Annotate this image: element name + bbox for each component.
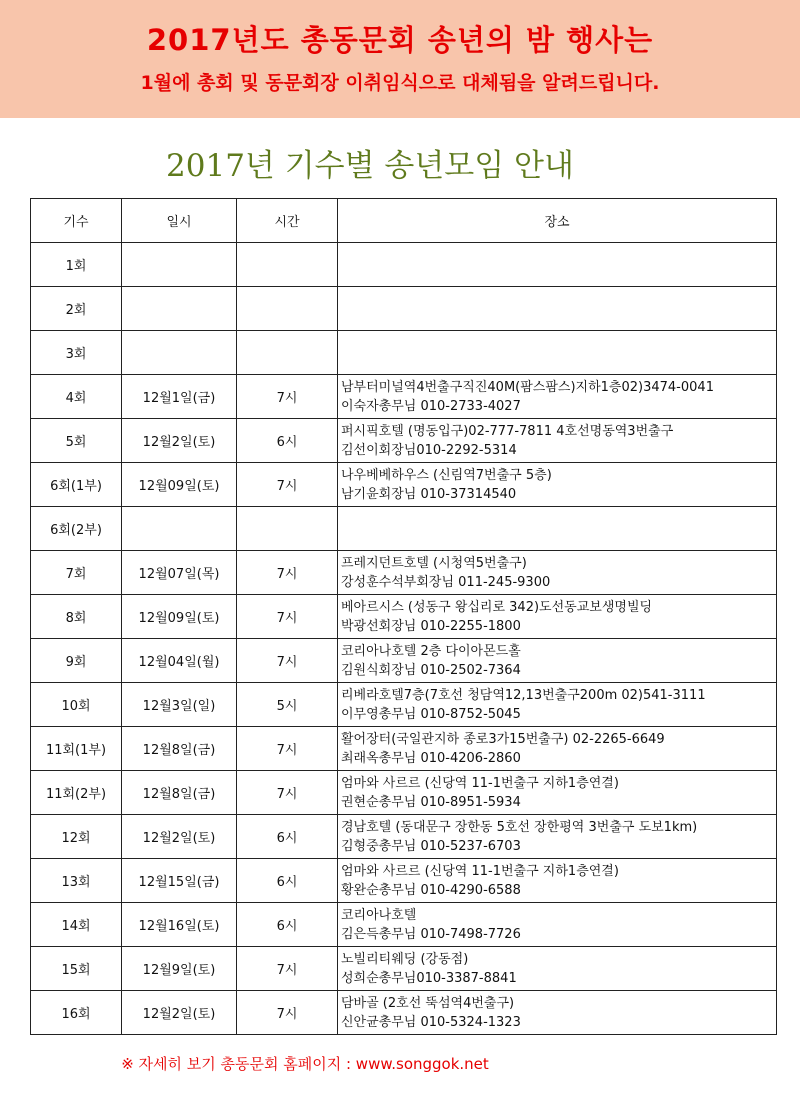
place-location: 엄마와 사르르 (신당역 11-1번출구 지하1층연결) bbox=[341, 863, 619, 879]
table-row bbox=[31, 463, 777, 507]
gisu-cell: 10회 bbox=[31, 683, 122, 727]
place-location: 나우베베하우스 (신림역7번출구 5층) bbox=[341, 467, 552, 483]
gisu-cell: 11회(2부) bbox=[31, 771, 122, 815]
place-contact: 성희순총무님010-3387-8841 bbox=[341, 970, 517, 986]
date-cell: 12월09일(토) bbox=[122, 463, 237, 507]
table-row bbox=[31, 683, 777, 727]
place-contact: 이무영총무님 010-8752-5045 bbox=[341, 706, 521, 722]
time-cell: 6시 bbox=[237, 859, 338, 903]
table-row bbox=[31, 727, 777, 771]
place-cell bbox=[338, 771, 777, 815]
place-cell bbox=[338, 331, 777, 375]
gisu-cell: 16회 bbox=[31, 991, 122, 1035]
table-row bbox=[31, 595, 777, 639]
place-cell bbox=[338, 595, 777, 639]
place-cell bbox=[338, 683, 777, 727]
time-cell: 7시 bbox=[237, 947, 338, 991]
place-cell bbox=[338, 463, 777, 507]
table-row bbox=[31, 243, 777, 287]
gisu-cell: 1회 bbox=[31, 243, 122, 287]
schedule-table bbox=[30, 198, 777, 1035]
date-cell bbox=[122, 507, 237, 551]
gisu-cell: 9회 bbox=[31, 639, 122, 683]
place-location: 노빌리티웨딩 (강동점) bbox=[341, 951, 469, 967]
place-contact: 권현순총무님 010-8951-5934 bbox=[341, 794, 521, 810]
place-cell bbox=[338, 419, 777, 463]
place-cell bbox=[338, 507, 777, 551]
time-cell: 7시 bbox=[237, 551, 338, 595]
time-cell: 6시 bbox=[237, 903, 338, 947]
table-row bbox=[31, 507, 777, 551]
footer-note: ※ 자세히 보기 총동문회 홈페이지 : www.songgok.net bbox=[121, 1055, 489, 1073]
place-cell bbox=[338, 375, 777, 419]
place-location: 코리아나호텔 2층 다이아몬드홀 bbox=[341, 643, 521, 659]
date-cell: 12월9일(토) bbox=[122, 947, 237, 991]
place-location: 코리아나호텔 bbox=[341, 907, 417, 923]
date-cell: 12월3일(일) bbox=[122, 683, 237, 727]
place-cell bbox=[338, 639, 777, 683]
table-row bbox=[31, 551, 777, 595]
table-row bbox=[31, 287, 777, 331]
date-cell: 12월2일(토) bbox=[122, 991, 237, 1035]
place-cell bbox=[338, 947, 777, 991]
date-cell: 12월15일(금) bbox=[122, 859, 237, 903]
place-contact: 최래옥총무님 010-4206-2860 bbox=[341, 750, 521, 766]
place-contact: 강성훈수석부회장님 011-245-9300 bbox=[341, 574, 551, 590]
date-cell: 12월8일(금) bbox=[122, 771, 237, 815]
time-cell bbox=[237, 287, 338, 331]
gisu-cell: 6회(1부) bbox=[31, 463, 122, 507]
table-row bbox=[31, 375, 777, 419]
gisu-cell: 7회 bbox=[31, 551, 122, 595]
place-contact: 김선이회장님010-2292-5314 bbox=[341, 442, 517, 458]
date-cell: 12월09일(토) bbox=[122, 595, 237, 639]
header-date: 일시 bbox=[122, 199, 237, 243]
table-row bbox=[31, 419, 777, 463]
gisu-cell: 2회 bbox=[31, 287, 122, 331]
time-cell: 7시 bbox=[237, 771, 338, 815]
table-row bbox=[31, 771, 777, 815]
gisu-cell: 15회 bbox=[31, 947, 122, 991]
page-title: 2017년 기수별 송년모임 안내 bbox=[166, 148, 574, 184]
date-cell: 12월04일(월) bbox=[122, 639, 237, 683]
gisu-cell: 3회 bbox=[31, 331, 122, 375]
time-cell bbox=[237, 243, 338, 287]
place-location: 프레지던트호텔 (시청역5번출구) bbox=[341, 555, 527, 571]
banner-subline: 1월에 총회 및 동문회장 이취임식으로 대체됨을 알려드립니다. bbox=[140, 72, 660, 94]
table-header-row bbox=[31, 199, 777, 243]
place-cell bbox=[338, 287, 777, 331]
time-cell: 6시 bbox=[237, 419, 338, 463]
date-cell: 12월8일(금) bbox=[122, 727, 237, 771]
date-cell bbox=[122, 331, 237, 375]
time-cell bbox=[237, 331, 338, 375]
place-contact: 박광선회장님 010-2255-1800 bbox=[341, 618, 521, 634]
gisu-cell: 11회(1부) bbox=[31, 727, 122, 771]
place-contact: 신안균총무님 010-5324-1323 bbox=[341, 1014, 521, 1030]
table-row bbox=[31, 903, 777, 947]
place-location: 담바골 (2호선 뚝섬역4번출구) bbox=[341, 995, 515, 1011]
place-location: 베아르시스 (성동구 왕십리로 342)도선동교보생명빌딩 bbox=[341, 599, 653, 615]
gisu-cell: 13회 bbox=[31, 859, 122, 903]
place-contact: 남기윤회장님 010-37314540 bbox=[341, 486, 517, 502]
header-place: 장소 bbox=[338, 199, 777, 243]
gisu-cell: 8회 bbox=[31, 595, 122, 639]
place-location: 남부터미널역4번출구직진40M(팜스팜스)지하1층02)3474-0041 bbox=[341, 379, 714, 395]
place-cell bbox=[338, 243, 777, 287]
place-cell bbox=[338, 991, 777, 1035]
table-row bbox=[31, 991, 777, 1035]
place-cell bbox=[338, 815, 777, 859]
gisu-cell: 4회 bbox=[31, 375, 122, 419]
place-cell bbox=[338, 551, 777, 595]
table-row bbox=[31, 859, 777, 903]
banner-headline: 2017년도 총동문회 송년의 밤 행사는 bbox=[146, 23, 654, 57]
place-contact: 김은득총무님 010-7498-7726 bbox=[341, 926, 521, 942]
place-contact: 이숙자총무님 010-2733-4027 bbox=[341, 398, 521, 414]
place-contact: 김원식회장님 010-2502-7364 bbox=[341, 662, 521, 678]
time-cell bbox=[237, 507, 338, 551]
gisu-cell: 5회 bbox=[31, 419, 122, 463]
date-cell: 12월2일(토) bbox=[122, 815, 237, 859]
time-cell: 7시 bbox=[237, 463, 338, 507]
date-cell: 12월2일(토) bbox=[122, 419, 237, 463]
gisu-cell: 6회(2부) bbox=[31, 507, 122, 551]
table-row bbox=[31, 815, 777, 859]
gisu-cell: 14회 bbox=[31, 903, 122, 947]
place-location: 활어장터(국일관지하 종로3가15번출구) 02-2265-6649 bbox=[341, 731, 665, 747]
header-gisu: 기수 bbox=[31, 199, 122, 243]
table-row bbox=[31, 331, 777, 375]
table-row bbox=[31, 947, 777, 991]
place-contact: 황완순총무님 010-4290-6588 bbox=[341, 882, 521, 898]
notice-banner bbox=[0, 0, 800, 118]
place-location: 퍼시픽호텔 (명동입구)02-777-7811 4호선명동역3번출구 bbox=[341, 423, 674, 439]
place-location: 엄마와 사르르 (신당역 11-1번출구 지하1층연결) bbox=[341, 775, 619, 791]
place-location: 경남호텔 (동대문구 장한동 5호선 장한평역 3번출구 도보1km) bbox=[341, 819, 698, 835]
place-cell bbox=[338, 903, 777, 947]
place-location: 리베라호텔7층(7호선 청담역12,13번출구200m 02)541-3111 bbox=[341, 687, 706, 703]
date-cell bbox=[122, 287, 237, 331]
time-cell: 5시 bbox=[237, 683, 338, 727]
date-cell: 12월16일(토) bbox=[122, 903, 237, 947]
time-cell: 7시 bbox=[237, 595, 338, 639]
time-cell: 6시 bbox=[237, 815, 338, 859]
time-cell: 7시 bbox=[237, 375, 338, 419]
place-cell bbox=[338, 859, 777, 903]
table-row bbox=[31, 639, 777, 683]
place-contact: 김형중총무님 010-5237-6703 bbox=[341, 838, 521, 854]
time-cell: 7시 bbox=[237, 991, 338, 1035]
date-cell bbox=[122, 243, 237, 287]
time-cell: 7시 bbox=[237, 639, 338, 683]
time-cell: 7시 bbox=[237, 727, 338, 771]
date-cell: 12월07일(목) bbox=[122, 551, 237, 595]
date-cell: 12월1일(금) bbox=[122, 375, 237, 419]
gisu-cell: 12회 bbox=[31, 815, 122, 859]
header-time: 시간 bbox=[237, 199, 338, 243]
place-cell bbox=[338, 727, 777, 771]
